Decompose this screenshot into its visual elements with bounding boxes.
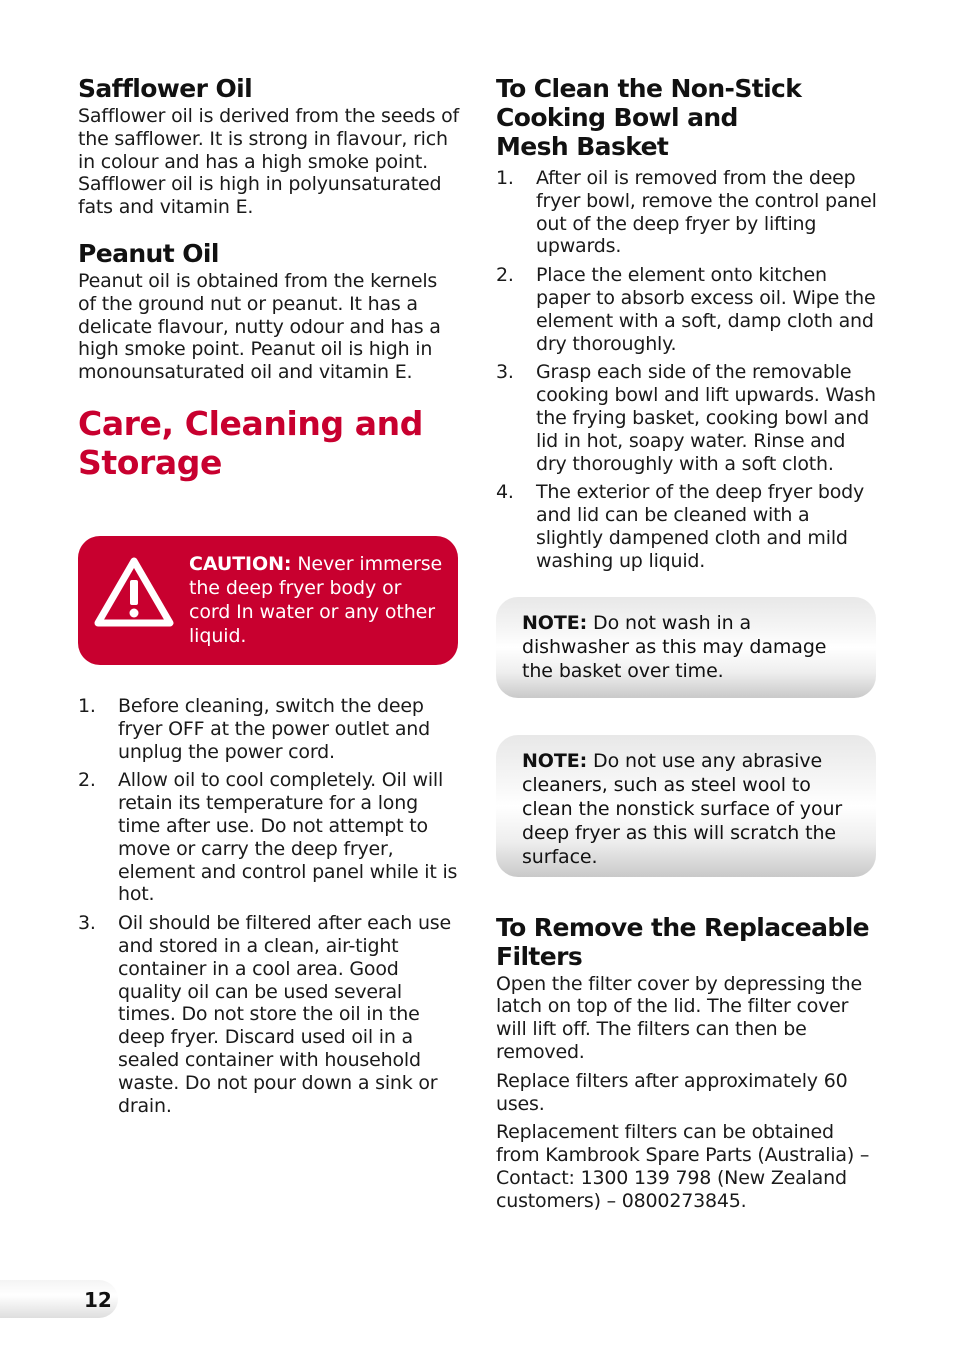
note-text: Do not wash in a dishwasher as this may damage the basket over time. (522, 611, 827, 682)
care-heading-line2: Storage (78, 442, 222, 482)
step-text: After oil is removed from the deep fryer bowl, remove the control panel out of the deep fryer by lifting upwards. (536, 167, 877, 258)
step-text: The exterior of the deep fryer body and lid can be cleaned with a slightly dampened cloth and mild washing up liquid. (536, 481, 865, 572)
filters-paragraph-3: Replacement filters can be obtained from Kambrook Spare Parts (Australia) – Contact: 1300 139 798 (New Zealand customers) – 0800273845. (496, 1121, 870, 1212)
step-number: 1. (496, 167, 514, 189)
safflower-oil-text: Safflower oil is derived from the seeds of the safflower. It is strong in flavour, rich in colour and has a high smoke point. Safflower oil is high in polyunsaturated fats and vitamin E. (78, 105, 460, 219)
caution-label: CAUTION: (189, 552, 292, 575)
step-number: 4. (496, 481, 514, 504)
care-cleaning-storage-heading (78, 404, 460, 482)
list-item (496, 264, 880, 355)
note-box-abrasive (496, 735, 876, 877)
note-box-dishwasher (496, 597, 876, 698)
list-item (496, 167, 880, 258)
note-label: NOTE: (522, 611, 588, 634)
caution-text (189, 552, 447, 648)
filters-heading-line1: To Remove the Replaceable (496, 912, 870, 942)
step-number: 2. (78, 769, 96, 792)
page-number-badge (0, 1280, 118, 1318)
caution-message: Never immerse the deep fryer body or cord In water or any other liquid. (189, 552, 443, 647)
warning-triangle-icon (94, 556, 174, 628)
right-column (496, 74, 880, 1213)
list-item (78, 912, 460, 1117)
safflower-oil-heading: Safflower Oil (78, 74, 253, 103)
clean-heading-line1: To Clean the Non-Stick (496, 74, 802, 103)
step-text: Oil should be filtered after each use and stored in a clean, air-tight container in a cool area. Good quality oil can be used several times. Do not store the oil in the deep fryer. Discard used oil in a sealed container with household waste. Do not pour down a sink or drain. (118, 912, 451, 1117)
list-item (496, 481, 880, 572)
step-number: 1. (78, 694, 96, 717)
peanut-oil-text: Peanut oil is obtained from the kernels of the ground nut or peanut. It has a delicate flavour, nutty odour and has a high smoke point. Peanut oil is high in monounsaturated oil and vitamin E. (78, 269, 441, 384)
clean-heading-line2: Cooking Bowl and (496, 103, 738, 132)
left-column (78, 74, 460, 1123)
clean-bowl-heading (496, 74, 880, 161)
list-item (78, 695, 460, 763)
bowl-cleaning-steps-list (496, 167, 880, 573)
note-label: NOTE: (522, 749, 588, 772)
filters-heading-line2: Filters (496, 941, 583, 971)
page-number: 12 (84, 1288, 112, 1312)
step-text: Before cleaning, switch the deep fryer OFF at the power outlet and unplug the power cord. (118, 694, 430, 763)
peanut-oil-heading: Peanut Oil (78, 238, 219, 268)
clean-heading-line3: Mesh Basket (496, 132, 669, 161)
step-text: Allow oil to cool completely. Oil will retain its temperature for a long time after use. Do not attempt to move or carry the deep fryer, element and control panel while it is hot. (118, 769, 458, 906)
remove-filters-heading (496, 913, 880, 971)
caution-box (78, 536, 458, 665)
step-number: 3. (496, 361, 514, 384)
note-text: Do not use any abrasive cleaners, such as steel wool to clean the nonstick surface of your deep fryer as this will scratch the surface. (522, 749, 843, 868)
care-heading-line1: Care, Cleaning and (78, 403, 423, 443)
filters-paragraph-2: Replace filters after approximately 60 uses. (496, 1069, 848, 1115)
step-number: 3. (78, 912, 96, 935)
step-text: Place the element onto kitchen paper to absorb excess oil. Wipe the element with a soft, damp cloth and dry thoroughly. (536, 264, 876, 355)
filters-paragraph-1: Open the filter cover by depressing the latch on top of the lid. The filter cover will lift off. The filters can then be removed. (496, 972, 862, 1063)
step-number: 2. (496, 264, 514, 287)
list-item (78, 769, 460, 906)
step-text: Grasp each side of the removable cooking bowl and lift upwards. Wash the frying basket, cooking bowl and lid in hot, soapy water. Rinse and dry thoroughly with a soft cloth. (536, 361, 876, 475)
list-item (496, 361, 880, 475)
cleaning-steps-list (78, 695, 460, 1117)
